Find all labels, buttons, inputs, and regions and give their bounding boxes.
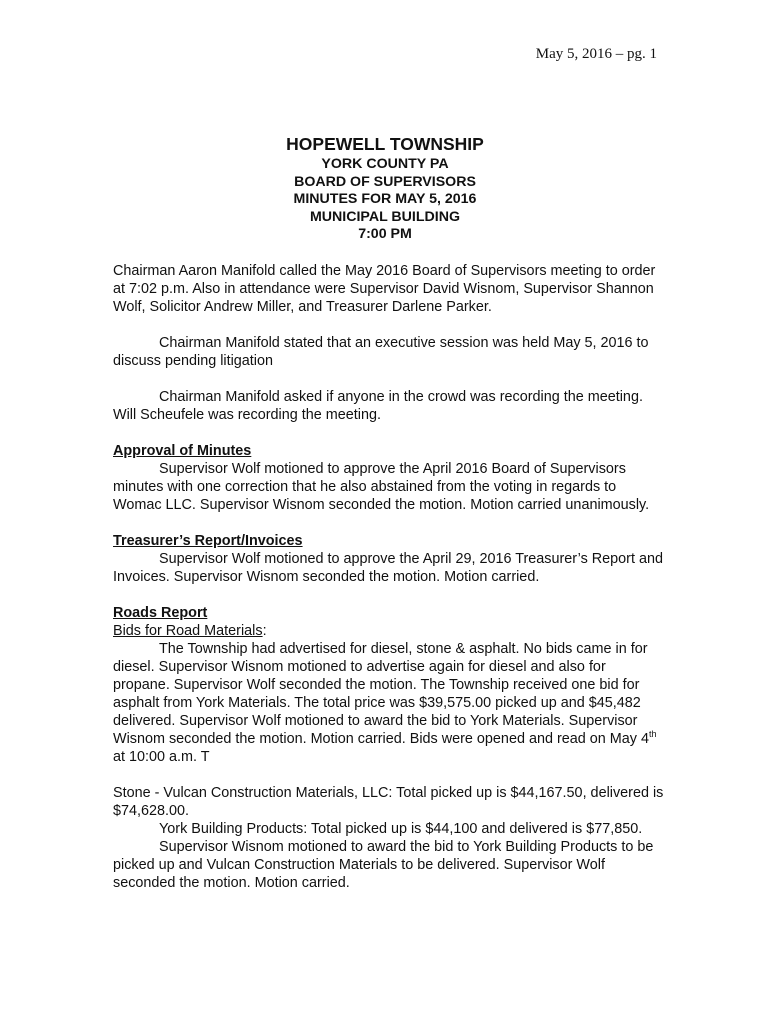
- road-materials-subheading: [113, 622, 665, 640]
- roads-report-heading: Roads Report: [113, 605, 208, 621]
- call-to-order-paragraph: Chairman Aaron Manifold called the May 2016 Board of Supervisors meeting to order at 7:02 p.m. Also in attendance were Supervisor David Wisnom, Supervisor Shannon Wolf, Solicitor Andrew Miller, and Treasurer Darlene Parker.: [113, 263, 656, 315]
- minutes-body: [113, 262, 665, 892]
- page-number: May 5, 2016 – pg. 1: [535, 46, 657, 62]
- time-line: 7:00 PM: [358, 226, 412, 243]
- minutes-date-line: MINUTES FOR MAY 5, 2016: [293, 191, 477, 208]
- recording-paragraph: Chairman Manifold asked if anyone in the crowd was recording the meeting. Will Scheufele was recording the meeting.: [113, 389, 643, 423]
- board-line: BOARD OF SUPERVISORS: [294, 173, 476, 190]
- document-heading: [0, 132, 770, 244]
- road-materials-text-tail: at 10:00 a.m. T: [113, 749, 210, 765]
- location-line: MUNICIPAL BUILDING: [309, 208, 460, 225]
- approval-of-minutes-text: Supervisor Wolf motioned to approve the April 2016 Board of Supervisors minutes with one correction that he also abstained from the voting in regards to Womac LLC. Supervisor Wisnom seconded the motion. Motion carried unanimously.: [113, 461, 650, 513]
- road-materials-text: [113, 640, 665, 766]
- county-line: YORK COUNTY PA: [321, 156, 449, 172]
- treasurer-report-text: Supervisor Wolf motioned to approve the April 29, 2016 Treasurer’s Report and Invoices. Supervisor Wisnom seconded the motion. Motion carried.: [113, 551, 663, 585]
- road-materials-text-main: The Township had advertised for diesel, stone & asphalt. No bids came in for diesel. Supervisor Wisnom motioned to advertise again for diesel and also for propane. Supervisor Wolf seconded the motion. The Township received one bid for asphalt from York Materials. The total price was $39,575.00 picked up and $45,482 delivered. Supervisor Wolf motioned to award the bid to York Materials. Supervisor Wisnom seconded the motion. Motion carried. Bids were opened and read on May 4: [113, 641, 649, 747]
- stone-bid-york: York Building Products: Total picked up is $44,100 and delivered is $77,850.: [159, 821, 643, 837]
- road-materials-subheading-text: Bids for Road Materials: [113, 623, 263, 639]
- road-materials-colon: :: [262, 623, 267, 639]
- approval-of-minutes-heading: Approval of Minutes: [113, 443, 252, 459]
- stone-bid-vulcan: Stone - Vulcan Construction Materials, LLC: Total picked up is $44,167.50, delivered is $74,628.00.: [113, 785, 664, 819]
- ordinal-suffix: th: [648, 729, 657, 740]
- treasurer-report-heading: Treasurer’s Report/Invoices: [113, 533, 303, 549]
- stone-bid-award: Supervisor Wisnom motioned to award the bid to York Building Products to be picked up and Vulcan Construction Materials to be delivered. Supervisor Wolf seconded the motion. Motion carried.: [113, 839, 654, 891]
- township-title: HOPEWELL TOWNSHIP: [286, 134, 484, 154]
- executive-session-paragraph: Chairman Manifold stated that an executive session was held May 5, 2016 to discuss pending litigation: [113, 335, 649, 369]
